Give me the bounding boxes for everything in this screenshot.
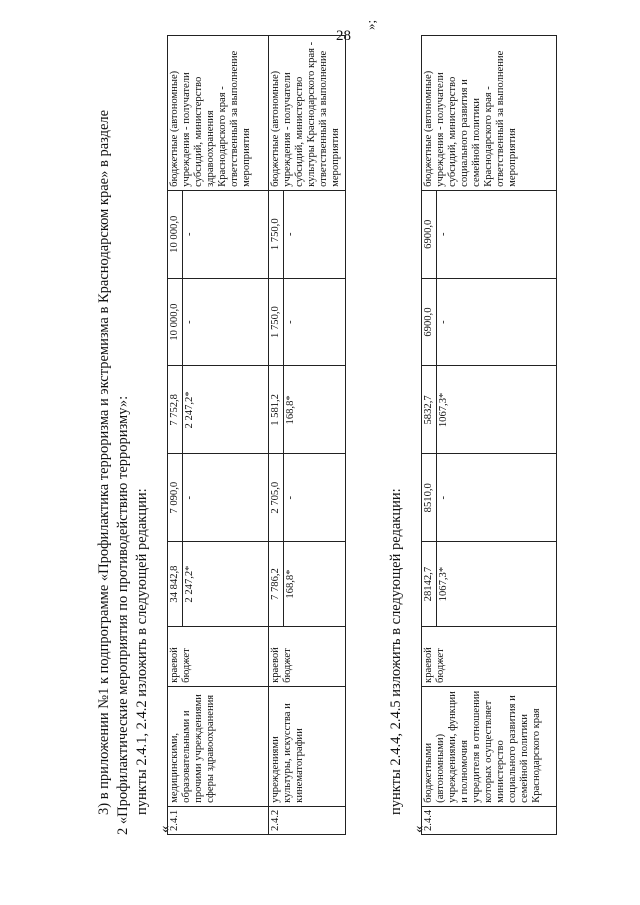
cell-total: 28142,7: [422, 542, 437, 627]
cell-year-2-sub: 168,8*: [284, 366, 346, 454]
cell-year-2: 1 581,2: [269, 366, 284, 454]
cell-year-1: 2 705,0: [269, 454, 284, 542]
cell-source: краевой бюджет: [269, 626, 346, 686]
cell-executor: бюджетные (автономные) учреждения - получатели субсидий, министерство здравоохранения Краснодарского края - ответственный за выполнение мероприятия: [168, 36, 269, 191]
cell-year-1: 8510,0: [422, 454, 437, 542]
cell-year-2: 7 752,8: [168, 366, 183, 454]
open-quote-1: «: [157, 825, 173, 833]
cell-num: 2.4.2: [269, 806, 346, 834]
page-number: 28: [336, 28, 351, 44]
cell-name: учреждениями культуры, искусства и кинематографии: [269, 686, 346, 806]
cell-year-2-sub: 2 247,2*: [183, 366, 269, 454]
cell-source: краевой бюджет: [168, 626, 269, 686]
intro-line-3: пункты 2.4.1, 2.4.2 изложить в следующей редакции:: [134, 488, 150, 815]
close-quote: »;: [363, 19, 378, 30]
cell-year-1-sub: -: [437, 454, 557, 542]
cell-year-4: 6900,0: [422, 190, 437, 278]
cell-year-3-sub: -: [183, 278, 269, 366]
cell-year-1-sub: -: [284, 454, 346, 542]
cell-year-2-sub: 1067,3*: [437, 366, 557, 454]
cell-year-1-sub: -: [183, 454, 269, 542]
cell-year-4-sub: -: [437, 190, 557, 278]
cell-name: медицинскими, образовательными и прочими учреждениями сферы здравоохранения: [168, 686, 269, 806]
cell-total: 7 786,2: [269, 542, 284, 627]
cell-year-4-sub: -: [183, 190, 269, 278]
table-1: [167, 35, 346, 835]
cell-source: краевой бюджет: [422, 627, 557, 687]
cell-total-sub: 168,8*: [284, 542, 346, 627]
table-row: [422, 36, 437, 835]
cell-year-4-sub: -: [284, 190, 346, 278]
intro-line-2: 2 «Профилактические мероприятия по противодействию терроризму»:: [115, 395, 131, 835]
rotated-page-content: [95, 15, 615, 835]
cell-year-4: 1 750,0: [269, 190, 284, 278]
cell-year-3: 1 750,0: [269, 278, 284, 366]
cell-total-sub: 2 247,2*: [183, 542, 269, 627]
cell-total: 34 842,8: [168, 542, 183, 627]
cell-year-3-sub: -: [284, 278, 346, 366]
mid-line: пункты 2.4.4, 2.4.5 изложить в следующей редакции:: [388, 488, 404, 815]
table-2: [421, 35, 557, 835]
cell-num: 2.4.4: [422, 806, 557, 834]
cell-year-1: 7 090,0: [168, 454, 183, 542]
cell-executor: бюджетные (автономные) учреждения - получатели субсидий, министерство культуры Краснодарского края - ответственный за выполнение мероприятия: [269, 36, 346, 191]
cell-year-4: 10 000,0: [168, 190, 183, 278]
table-row: [269, 36, 284, 835]
cell-year-3: 10 000,0: [168, 278, 183, 366]
intro-line-1: 3) в приложении №1 к подпрограмме «Профилактика терроризма и экстремизма в Краснодарском крае» в разделе: [96, 109, 112, 815]
cell-year-2: 5832,7: [422, 366, 437, 454]
cell-name: бюджетными (автономными) учреждениями, функции и полномочия учредителя в отношении которых осуществляет министерство социального развития и семейной политики Краснодарского края: [422, 686, 557, 806]
open-quote-2: «: [411, 825, 427, 833]
cell-year-3-sub: -: [437, 278, 557, 366]
cell-executor: бюджетные (автономные) учреждения - получатели субсидий, министерство социального развития и семейной политики Краснодарского края - ответственный за выполнение мероприятия: [422, 36, 557, 191]
cell-year-3: 6900,0: [422, 278, 437, 366]
table-row: [168, 36, 183, 835]
cell-total-sub: 1067,3*: [437, 542, 557, 627]
cell-num: 2.4.1: [168, 806, 269, 834]
